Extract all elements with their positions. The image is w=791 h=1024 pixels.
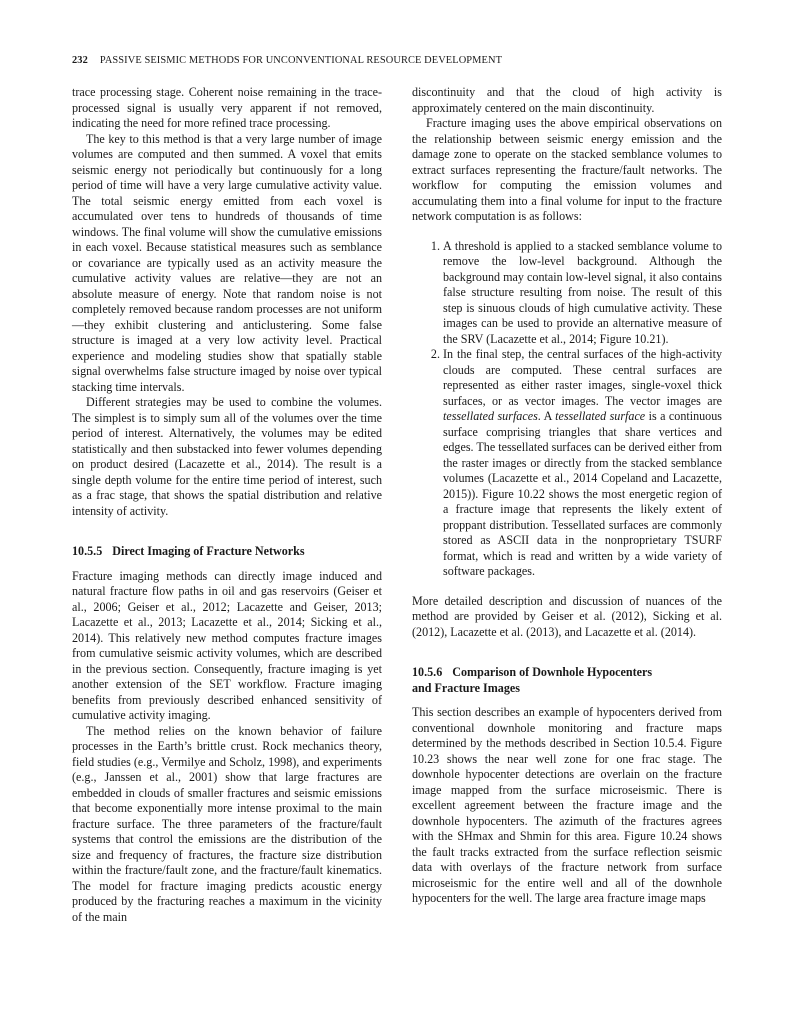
emphasis: tessellated surface — [555, 409, 646, 423]
list-item-text: . A — [537, 409, 556, 423]
page-number: 232 — [72, 55, 88, 66]
paragraph: Fracture imaging uses the above empirical observations on the relationship between seismic energy emission and the damage zone to operate on the stacked semblance volumes to extract surfaces representing the fracture/fault networks. The workflow for computing the emission volumes and accumulating them into a final volume for input to the fracture network computation is as follows: — [412, 116, 722, 223]
paragraph: trace processing stage. Coherent noise remaining in the trace-processed signal is usually very apparent if not removed, indicating the need for more refined trace processing. — [72, 85, 382, 130]
paragraph: This section describes an example of hypocenters derived from conventional downhole monitoring and fracture maps determined by the methods described in Section 10.5.4. Figure 10.23 shows the near well zone for one frac stage. The downhole hypocenter detections are overlain on the fracture image mapped from the surface microseismic. There is excellent agreement between the fracture image and the downhole hypocenters. The azimuth of the fractures agrees with the SHmax and Shmin for this area. Figure 10.24 shows the fault tracks extracted from the surface reflection seismic data with overlays of the fracture network from surface microseismic for the entire well and all of the downhole hypocenters for the well. The large area fracture image maps — [412, 705, 722, 905]
emphasis: tessellated surfaces — [443, 409, 538, 423]
section-number: 10.5.6 — [412, 665, 443, 679]
running-title: PASSIVE SEISMIC METHODS FOR UNCONVENTIONAL RESOURCE DEVELOPMENT — [99, 55, 503, 66]
section-number: 10.5.5 — [72, 544, 103, 558]
running-header — [72, 55, 722, 66]
section-heading-10-5-6 — [412, 665, 722, 696]
right-column — [412, 85, 722, 907]
list-item-text: is a continuous surface comprising triangles that share vertices and edges. The tessellated surfaces can be derived either from the raster images or directly from the stacked semblance volumes (Lacazette et al., 2014 Copeland and Lacazette, 2015)). Figure 10.22 shows the most energetic region of a fracture image that represents the likely extent of proppant distribution. Tessellated surfaces are commonly stored as ASCII data in the nonproprietary TSURF format, which is read and written by a wide variety of software packages. — [443, 409, 722, 578]
paragraph: More detailed description and discussion of nuances of the method are provided by Geiser et al. (2012), Sicking et al. (2012), Lacazette et al. (2013), and Lacazette et al. (2014). — [412, 593, 722, 639]
list-item: 1. A threshold is applied to a stacked semblance volume to remove the low-level background. Although the background may contain low-level signal, it also contains false structure resulting from noise. The result of this step is sinuous clouds of high cumulative activity. These images can be used to provide an alternative measure of the SRV (Lacazette et al., 2014; Figure 10.21). — [443, 239, 722, 348]
section-title-cont: and Fracture Images — [412, 680, 520, 695]
list-item-text: In the final step, the central surfaces of the high-activity clouds are computed. These central surfaces are represented as either raster images, single-voxel thick surfaces, or as vector images. The vector images are — [443, 347, 722, 408]
section-heading-10-5-5 — [72, 544, 382, 560]
left-column — [72, 85, 382, 925]
paragraph: The key to this method is that a very large number of image volumes are computed and then summed. A voxel that emits seismic energy not periodically but continuously for a long period of time will have a very large cumulative activity value. The total seismic energy emitted from each voxel is accumulated over tens to hundreds of thousands of time windows. The final volume will show the cumulative emissions in each voxel. Because statistical measures such as semblance or covariance are typically used as an activity measure the cumulative activity values are relative—they are not an absolute measure of energy. Note that random noise is not completely removed because random processes are not uniform—they exhibit clustering and anticlustering. Some false structure is imaged at a very low activity level. Practical experience and modeling studies show that spatially stable signal overwhelms false structure imaged by noise over typical stacking time intervals. — [72, 131, 382, 394]
workflow-list — [412, 239, 722, 580]
section-title: Direct Imaging of Fracture Networks — [112, 544, 305, 558]
paragraph: Fracture imaging methods can directly image induced and natural fracture flow paths in oil and gas reservoirs (Geiser et al., 2006; Geiser et al., 2012; Lacazette and Geiser, 2013; Lacazette et al., 2013; Lacazette et al., 2014; Sicking et al., 2014). This relatively new method computes fracture images from cumulative seismic activity volumes, which are described in the previous section. Consequently, fracture imaging is yet another extension of the SET workflow. Fracture imaging benefits from previously described enhanced sensitivity of cumulative activity imaging. — [72, 568, 382, 722]
paragraph: discontinuity and that the cloud of high activity is approximately centered on the main discontinuity. — [412, 85, 722, 115]
paragraph: Different strategies may be used to combine the volumes. The simplest is to simply sum all of the volumes over the time period of interest. Alternatively, the volumes may be edited statistically and then substacked into fewer volumes depending on product desired (Lacazette et al., 2014). The result is a single depth volume for the entire time period of interest, such as a frac stage, that shows the spatial distribution and relative intensity of activity. — [72, 395, 382, 518]
paragraph: The method relies on the known behavior of failure processes in the Earth’s brittle crust. Rock mechanics theory, field studies (e.g., Vermilye and Scholz, 1998), and experiments (e.g., Janssen et al., 2001) show that large fractures are embedded in clouds of smaller fractures and seismic emissions that become exponentially more intense proximal to the main fracture surface. The three parameters of the fracture/fault systems that control the emissions are the distribution of the size and frequency of fractures, the fracture size distribution within the fracture/fault zone, and the fracture/fault kinematics. The model for fracture imaging predicts acoustic energy produced by the fracturing reaches a maximum in the vicinity of the main — [72, 723, 382, 924]
section-title: Comparison of Downhole Hypocenters — [452, 665, 653, 679]
list-item — [443, 347, 722, 580]
